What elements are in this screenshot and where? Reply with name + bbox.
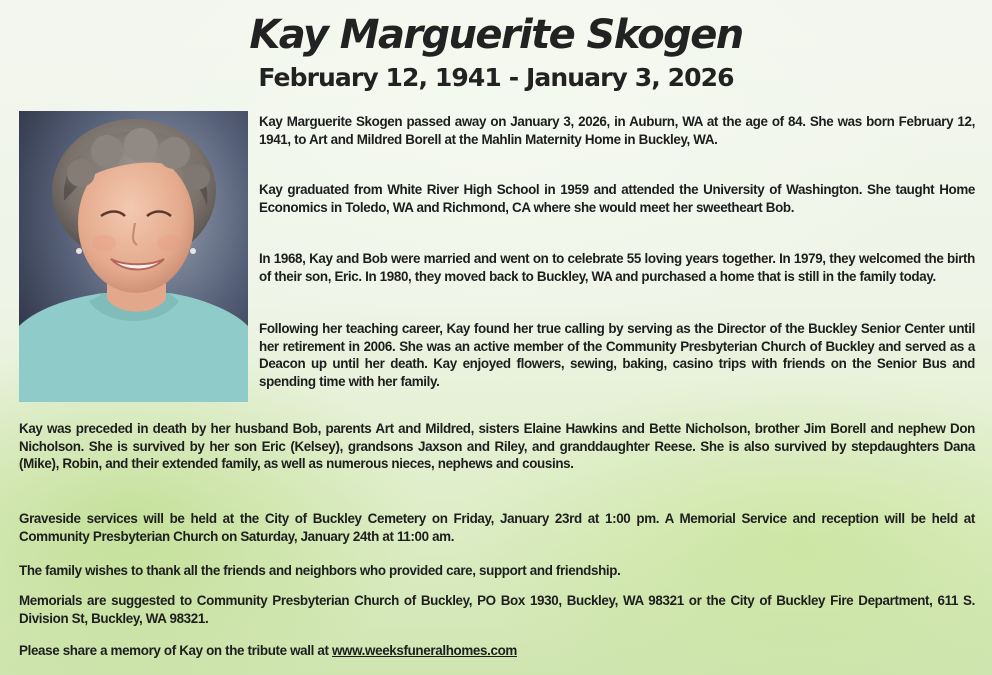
paragraph-thanks: The family wishes to thank all the friends and neighbors who provided care, support and friendship. [19, 563, 621, 578]
share-memory-line [19, 642, 975, 660]
portrait-photo [19, 111, 248, 402]
paragraph-birth: Kay Marguerite Skogen passed away on January 3, 2026, in Auburn, WA at the age of 84. She was born February 12, 1941, to Art and Mildred Borell at the Mahlin Maternity Home in Buckley, WA. [259, 114, 975, 147]
paragraph-services: Graveside services will be held at the City of Buckley Cemetery on Friday, January 23rd at 1:00 pm. A Memorial Service and reception will be held at Community Presbyterian Church on Saturday, January 24th at 11:00 am. [19, 511, 975, 544]
paragraph-education: Kay graduated from White River High School in 1959 and attended the University of Washington. She taught Home Economics in Toledo, WA and Richmond, CA where she would meet her sweetheart Bob. [259, 182, 975, 215]
paragraph-marriage: In 1968, Kay and Bob were married and went on to celebrate 55 loving years together. In 1979, they welcomed the birth of their son, Eric. In 1980, they moved back to Buckley, WA and purchased a home that is still in the family today. [259, 251, 975, 284]
paragraph-memorials: Memorials are suggested to Community Presbyterian Church of Buckley, PO Box 1930, Buckley, WA 98321 or the City of Buckley Fire Department, 611 S. Division St, Buckley, WA 98321. [19, 593, 975, 626]
paragraph-career: Following her teaching career, Kay found her true calling by serving as the Director of the Buckley Senior Center until her retirement in 2006. She was an active member of the Community Presbyterian Church of Buckley and served as a Deacon up until her death. Kay enjoyed flowers, sewing, baking, casino trips with friends on the Senior Bus and spending time with her family. [259, 321, 975, 389]
paragraph-family: Kay was preceded in death by her husband Bob, parents Art and Mildred, sisters Elaine Hawkins and Bette Nicholson, brother Jim Borell and nephew Don Nicholson. She is survived by her son Eric (Kelsey), grandsons Jaxson and Riley, and granddaughter Reese. She is also survived by stepdaughters Dana (Mike), Robin, and their extended family, as well as numerous nieces, nephews and cousins. [19, 421, 975, 471]
obituary-name: Kay Marguerite Skogen [249, 12, 743, 58]
share-memory-text: Please share a memory of Kay on the tribute wall at [19, 643, 332, 658]
life-dates: February 12, 1941 - January 3, 2026 [258, 63, 734, 92]
tribute-wall-link[interactable]: www.weeksfuneralhomes.com [331, 643, 517, 658]
